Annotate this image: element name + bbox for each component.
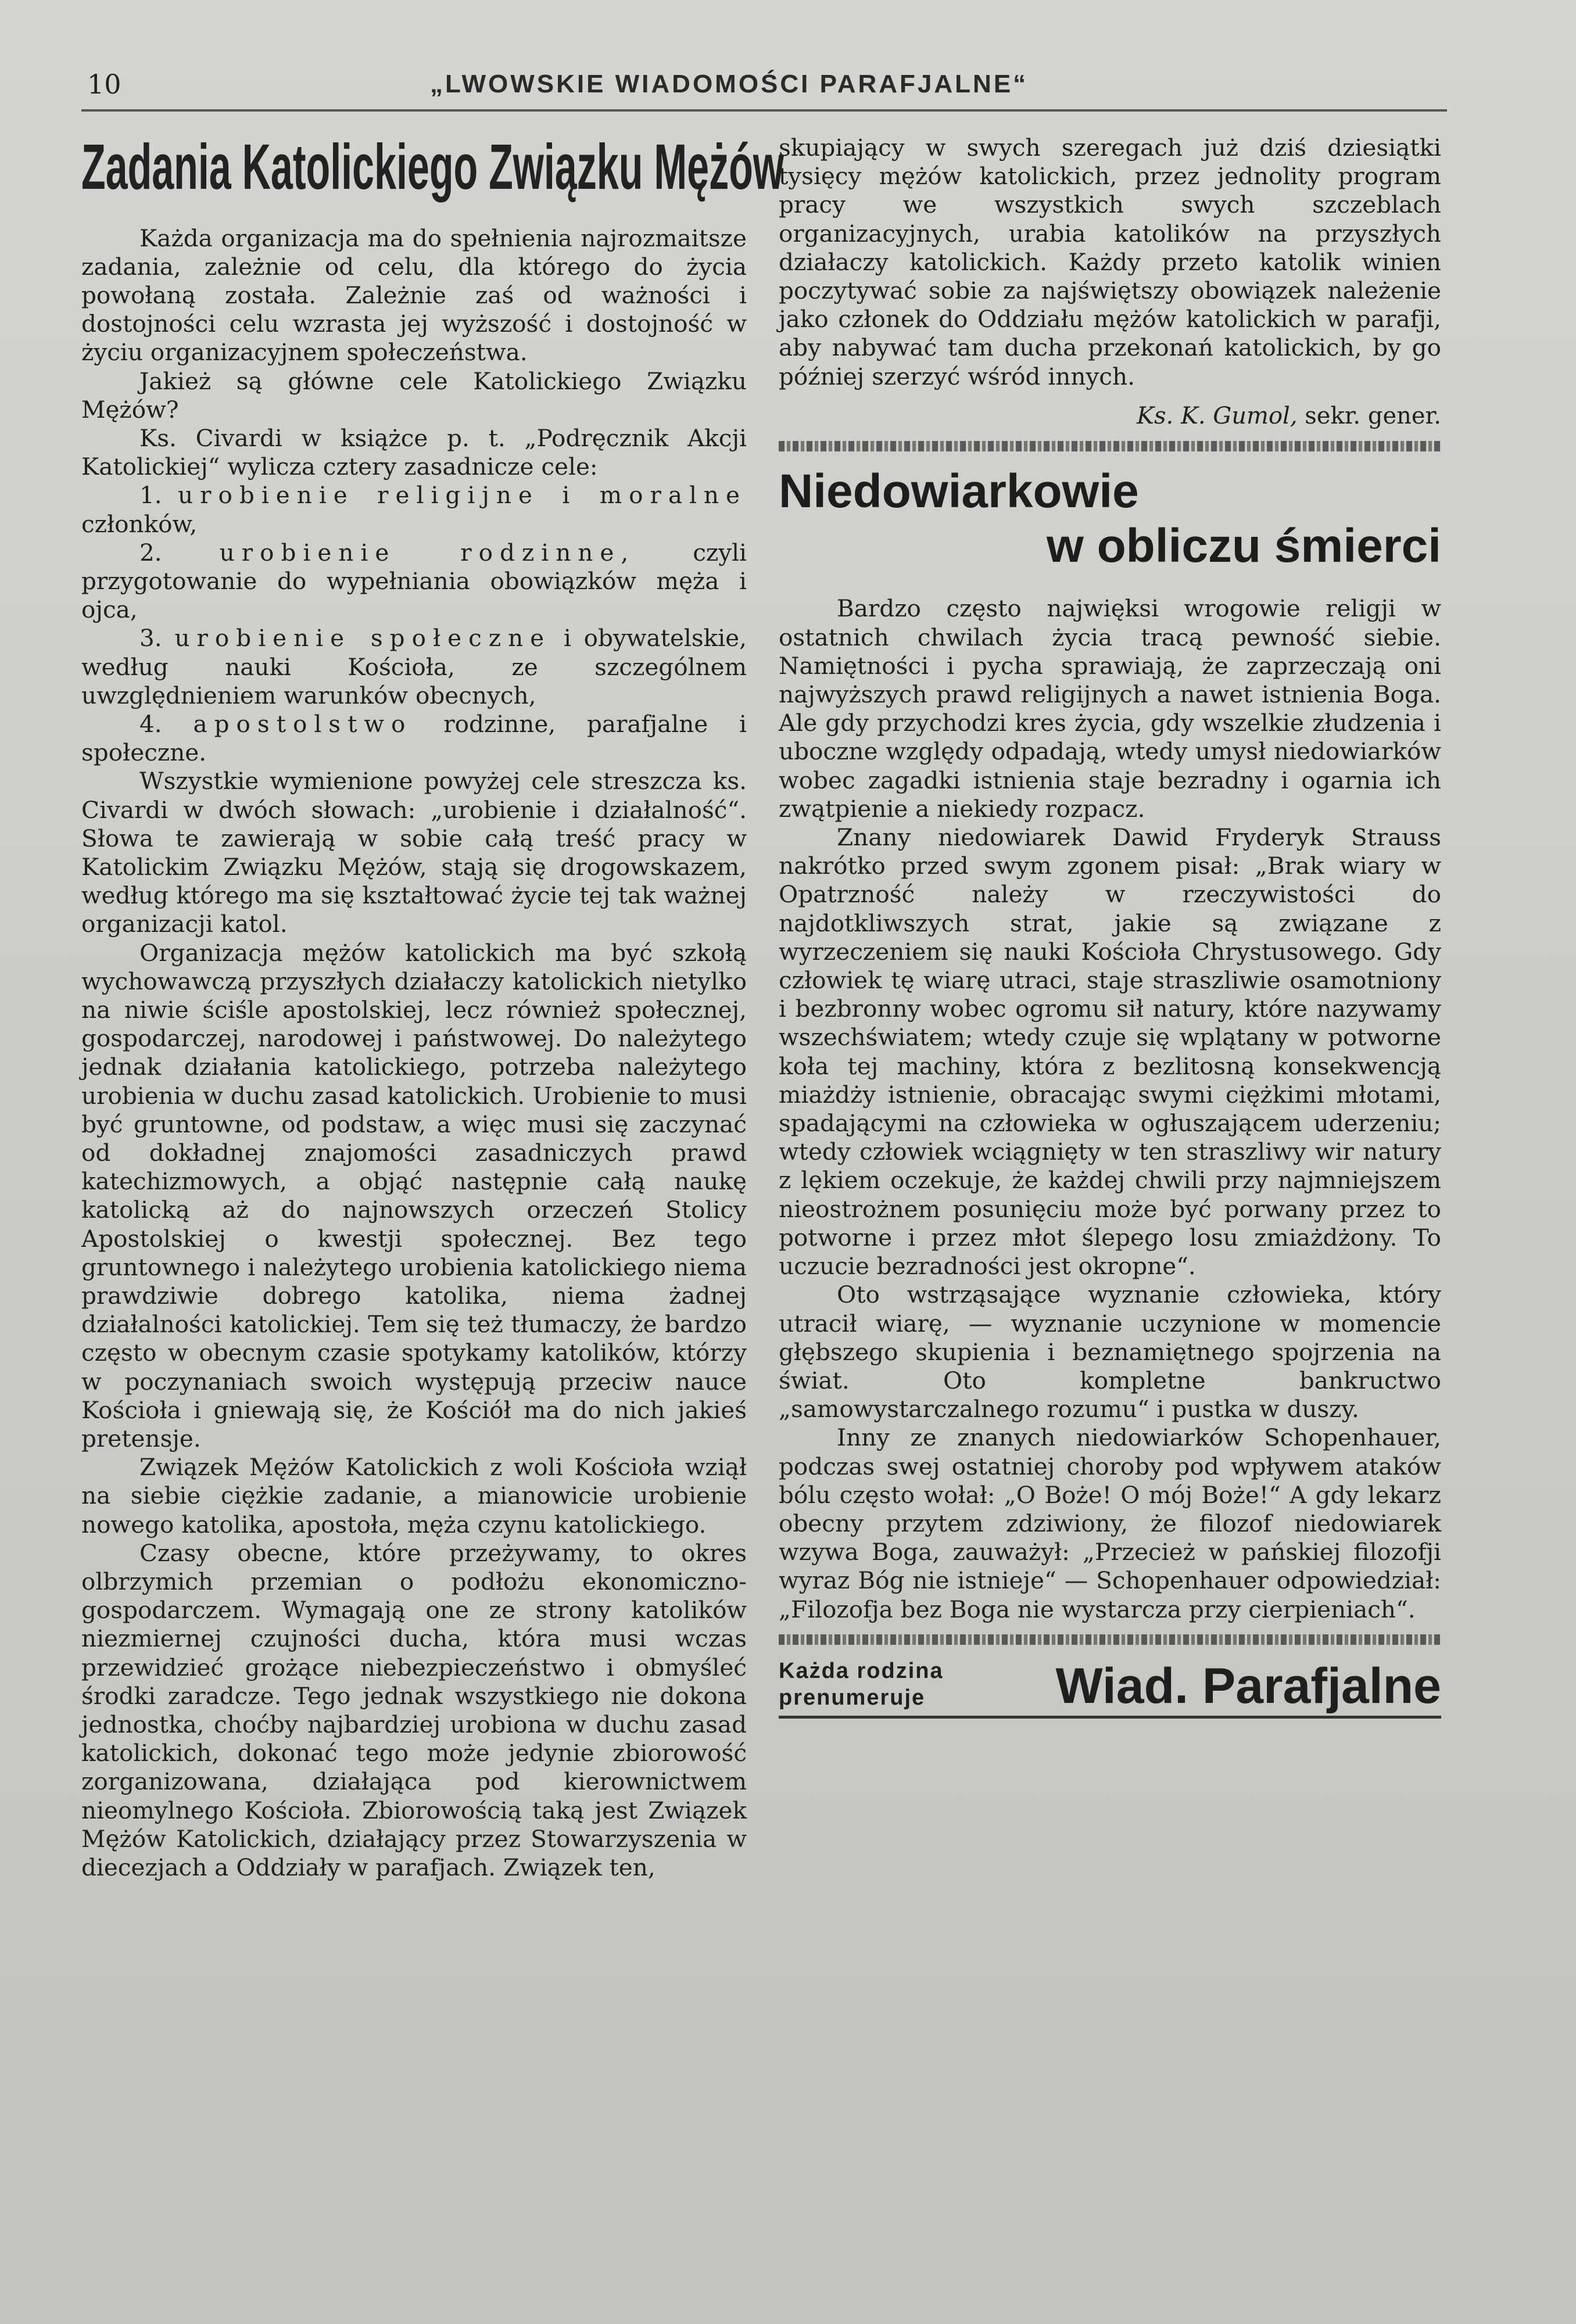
list-text: czyli przygotowanie do wypełniania obowiązków męża i ojca, xyxy=(81,538,747,624)
spaced-term: urobienie religijne i moralne xyxy=(178,481,747,510)
promo-line1: Każda rodzina xyxy=(779,1658,944,1683)
promo-title: Wiad. Parafjalne xyxy=(1055,1658,1441,1714)
signature-name: Ks. K. Gumol, xyxy=(1137,402,1298,429)
article1-continuation: skupiający w swych szeregach już dziś dziesiątki tysięcy mężów katolickich, przez jednolity program pracy we wszystkich swych szczeblach organizacyjnych, urabia katolików na przyszłych działaczy katolickich. Każdy przeto katolik winien poczytywać sobie za najświętszy obowiązek należenie jako członek do Oddziału mężów katolickich w parafji, aby nabywać tam ducha przekonań katolickich, by go później szerzyć wśród innych. xyxy=(779,134,1441,390)
article1-paragraph: Jakież są główne cele Katolickiego Związku Mężów? xyxy=(81,367,747,424)
list-text: rodzinne, parafjalne i społeczne. xyxy=(81,709,747,767)
article1-paragraph: Organizacja mężów katolickich ma być szkołą wychowawczą przyszłych działaczy katolickich nietylko na niwie ściśle apostolskiej, lecz również społecznej, gospodarczej, narodowej i państwowej. Do należytego jednak działania katolickiego, potrzeba należytego urobienia w duchu zasad katolickich. Urobienie to musi być gruntowne, od podstaw, a więc musi się zaczynać od dokładnej znajomości zasadniczych prawd katechizmowych, a objąć następnie całą naukę katolicką aż do najnowszych orzeczeń Stolicy Apostolskiej o kwestji społecznej. Bez tego gruntownego i należytego urobienia katolickiego niema prawdziwie dobrego katolika, niema żadnej działalności katolickiej. Tem się też tłumaczy, że bardzo często w obecnym czasie spotykamy katolików, którzy w poczynaniach swoich występują przeciw nauce Kościoła i gniewają się, że Kościół ma do nich jakieś pretensje. xyxy=(81,938,747,1453)
article2-title-line1: Niedowiarkowie xyxy=(779,464,1139,518)
article1-paragraph: Wszystkie wymienione powyżej cele streszcza ks. Civardi w dwóch słowach: „urobienie i działalność“. Słowa te zawierają w sobie całą treść pracy w Katolickim Związku Mężów, stają się drogowskazem, według którego ma się kształtować życie tej tak ważnej organizacji katol. xyxy=(81,767,747,938)
spaced-term: urobienie rodzinne, xyxy=(219,538,636,566)
signature-role: sekr. gener. xyxy=(1305,402,1441,429)
subscription-promo xyxy=(779,1658,1441,1719)
promo-line2: prenumeruje xyxy=(779,1685,926,1710)
list-number: 2. xyxy=(139,538,162,566)
list-number: 4. xyxy=(139,709,162,738)
page-number: 10 xyxy=(87,69,121,100)
list-number: 1. xyxy=(139,481,162,510)
list-item-1 xyxy=(81,481,747,538)
signature xyxy=(779,401,1441,431)
article1-paragraph: Ks. Civardi w książce p. t. „Podręcznik Akcji Katolickiej“ wylicza cztery zasadnicze cele: xyxy=(81,424,747,481)
list-item-2 xyxy=(81,539,747,625)
article2-paragraph: Oto wstrząsające wyznanie człowieka, który utracił wiarę, — wyznanie uczynione w momencie głębszego skupienia i beznamiętnego spojrzenia na świat. Oto kompletne bankructwo „samowystarczalnego rozumu“ i pustka w duszy. xyxy=(779,1281,1441,1423)
article1-paragraph: Każda organizacja ma do spełnienia najrozmaitsze zadania, zależnie od celu, dla którego do życia powołaną została. Zależnie zaś od ważności i dostojności celu wzrasta jej wyższość i dostojność w życiu organizacyjnem społeczeństwa. xyxy=(81,224,747,367)
ornament-divider xyxy=(779,441,1441,451)
left-column xyxy=(81,131,784,1882)
publication-title: „LWOWSKIE WIADOMOŚCI PARAFJALNE“ xyxy=(430,70,1029,98)
spaced-term: urobienie społeczne xyxy=(174,624,551,652)
right-column xyxy=(779,134,1441,1719)
article2-paragraph: Inny ze znanych niedowiarków Schopenhauer, podczas swej ostatniej choroby pod wpływem ataków bólu często wołał: „O Boże! O mój Boże!“ A gdy lekarz obecny przytem zdziwiony, że filozof niedowiarek wzywa Boga, zauważył: „Przecież w pańskiej filozofji wyraz Bóg nie istnieje“ — Schopenhauer odpowiedział: „Filozofja bez Boga nie wystarcza przy cierpieniach“. xyxy=(779,1423,1441,1623)
list-text: członków, xyxy=(81,510,198,538)
article1-paragraph: Czasy obecne, które przeżywamy, to okres olbrzymich przemian o podłożu ekonomiczno-gospodarczem. Wymagają one ze strony katolików niezmiernej czujności ducha, która musi wczas przewidzieć grożące niebezpieczeństwo i obmyśleć środki zaradcze. Tego jednak wszystkiego nie dokona jednostka, choćby najbardziej urobiona w duchu zasad katolickich, dokonać tego może jedynie zbiorowość zorganizowana, działająca pod kierownictwem nieomylnego Kościoła. Zbiorowością taką jest Związek Mężów Katolickich, działający przez Stowarzyszenia w diecezjach a Oddziały w parafjach. Związek ten, xyxy=(81,1538,747,1882)
spaced-term: apostolstwo xyxy=(193,709,413,738)
promo-text xyxy=(779,1658,944,1711)
list-number: 3. xyxy=(139,624,162,652)
header-rule xyxy=(81,109,1447,112)
article1-paragraph: Związek Mężów Katolickich z woli Kościoła wziął na siebie ciężkie zadanie, a mianowicie urobienie nowego katolika, apostoła, męża czynu katolickiego. xyxy=(81,1453,747,1538)
ornament-divider xyxy=(779,1634,1441,1645)
list-item-3 xyxy=(81,624,747,710)
article2-title-line2: w obliczu śmierci xyxy=(1047,519,1441,573)
article2-paragraph: Znany niedowiarek Dawid Fryderyk Strauss nakrótko przed swym zgonem pisał: „Brak wiary w Opatrzność należy w rzeczywistości do najdotkliwszych strat, jakie są związane z wyrzeczeniem się nauki Kościoła Chrystusowego. Gdy człowiek tę wiarę utraci, staje straszliwie osamotniony i bezbronny wobec ogromu sił natury, które nazywamy wszechświatem; wtedy czuje się wplątany w potworne koła tej machiny, która z bezlitosną konsekwencją miażdży istnienie, obracając swymi ciężkimi młotami, spadającymi na człowieka w ogłuszającem uderzeniu; wtedy człowiek wciągnięty w ten straszliwy wir natury z lękiem oczekuje, że każdej chwili przy najmniejszem nieostrożnem posunięciu może być porwany przez to potworne i przez młot ślepego losu zmiażdżony. To uczucie bezradności jest okropne“. xyxy=(779,823,1441,1281)
article1-title: Zadania Katolickiego Związku Mężów xyxy=(81,131,784,203)
article2-paragraph: Bardzo często najwięksi wrogowie religji w ostatnich chwilach życia tracą pewność siebie. Namiętności i pycha sprawiają, że zaprzeczają oni najwyższych prawd religijnych a nawet istnienia Boga. Ale gdy przychodzi kres życia, gdy wszelkie złudzenia i uboczne względy odpadają, wtedy umysł niedowiarków wobec zagadki istnienia staje bezradny i ogarnia ich zwątpienie a niekiedy rozpacz. xyxy=(779,594,1441,823)
list-text: i obywatelskie, według nauki Kościoła, ze szczególnem uwzględnieniem warunków obecnych, xyxy=(81,624,747,709)
list-item-4 xyxy=(81,710,747,767)
